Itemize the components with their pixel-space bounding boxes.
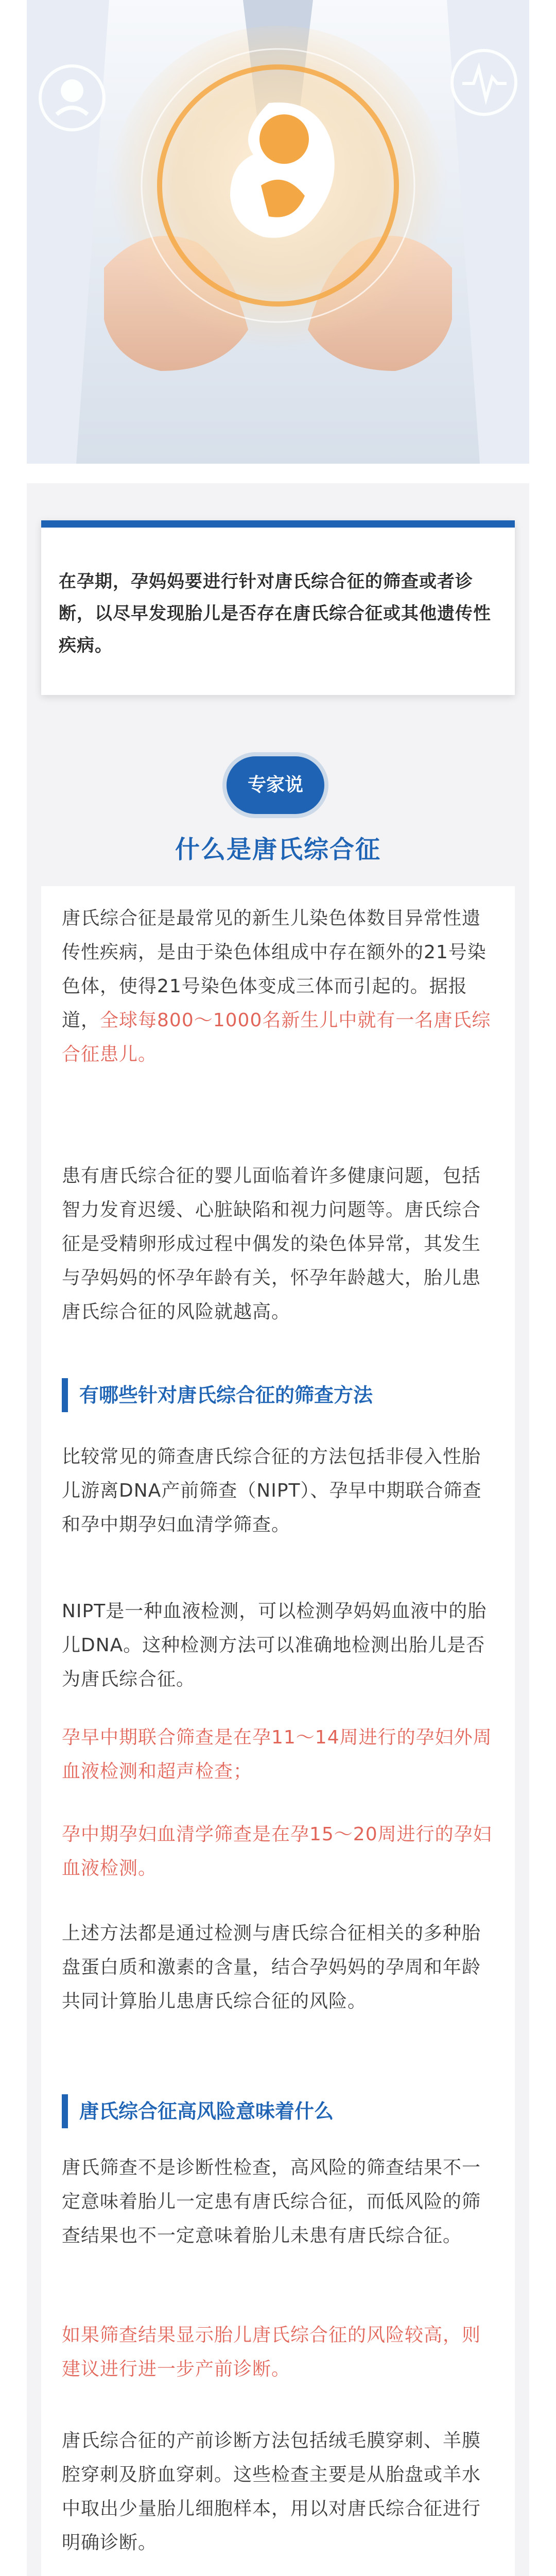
intro-card (41, 520, 515, 695)
paragraph-screening-principle: 上述方法都是通过检测与唐氏综合征相关的多种胎盘蛋白质和激素的含量，结合孕妈妈的孕周和年龄共同计算胎儿患唐氏综合征的风险。 (62, 1923, 481, 2012)
paragraph-screening-overview: 比较常见的筛查唐氏综合征的方法包括非侵入性胎儿游离DNA产前筛查（NIPT）、孕早中期联合筛查和孕中期孕妇血清学筛查。 (62, 1446, 482, 1535)
highlight-text: 全球每800～1000名新生儿中就有一名唐氏综合征患儿。 (62, 1010, 491, 1065)
subheading-screening-methods: 有哪些针对唐氏综合征的筛查方法 (62, 1378, 494, 1412)
hero-illustration (27, 0, 529, 464)
paragraph-serum-screening: 孕中期孕妇血清学筛查是在孕15～20周进行的孕妇血液检测。 (62, 1824, 492, 1879)
hands-holding-fetus-illustration (27, 0, 529, 464)
subheading-high-risk: 唐氏综合征高风险意味着什么 (62, 2094, 494, 2128)
section-title: 什么是唐氏综合征 (175, 835, 381, 864)
expert-badge: 专家说 (227, 756, 324, 814)
paragraph-high-risk-meaning: 唐氏筛查不是诊断性检查，高风险的筛查结果不一定意味着胎儿一定患有唐氏综合征，而低风险的筛查结果也不一定意味着胎儿未患有唐氏综合征。 (62, 2157, 481, 2246)
article-content (41, 886, 515, 2576)
paragraph-further-diagnosis: 如果筛查结果显示胎儿唐氏综合征的风险较高，则建议进行进一步产前诊断。 (62, 2325, 481, 2380)
paragraph-combined-screening: 孕早中期联合筛查是在孕11～14周进行的孕妇外周血液检测和超声检查； (62, 1727, 492, 1782)
paragraph-diagnosis-methods: 唐氏综合征的产前诊断方法包括绒毛膜穿刺、羊膜腔穿刺及脐血穿刺。这些检查主要是从胎盘或羊水中取出少量胎儿细胞样本，用以对唐氏综合征进行明确诊断。 (62, 2430, 481, 2553)
intro-text: 在孕期，孕妈妈要进行针对唐氏综合征的筛查或者诊断，以尽早发现胎儿是否存在唐氏综合征或其他遗传性疾病。 (59, 571, 491, 656)
paragraph-text: 唐氏综合征是最常见的新生儿染色体数目异常性遗传性疾病，是由于染色体组成中存在额外的21号染色体，使得21号染色体变成三体而引起的。据报道， (62, 908, 486, 1031)
paragraph-nipt: NIPT是一种血液检测，可以检测孕妈妈血液中的胎儿DNA。这种检测方法可以准确地检测出胎儿是否为唐氏综合征。 (62, 1601, 487, 1690)
paragraph-definition (62, 902, 494, 1072)
paragraph-health-issues: 患有唐氏综合征的婴儿面临着许多健康问题，包括智力发育迟缓、心脏缺陷和视力问题等。唐氏综合征是受精卵形成过程中偶发的染色体异常，其发生与孕妈妈的怀孕年龄有关，怀孕年龄越大，胎儿患唐氏综合征的风险就越高。 (62, 1165, 481, 1323)
